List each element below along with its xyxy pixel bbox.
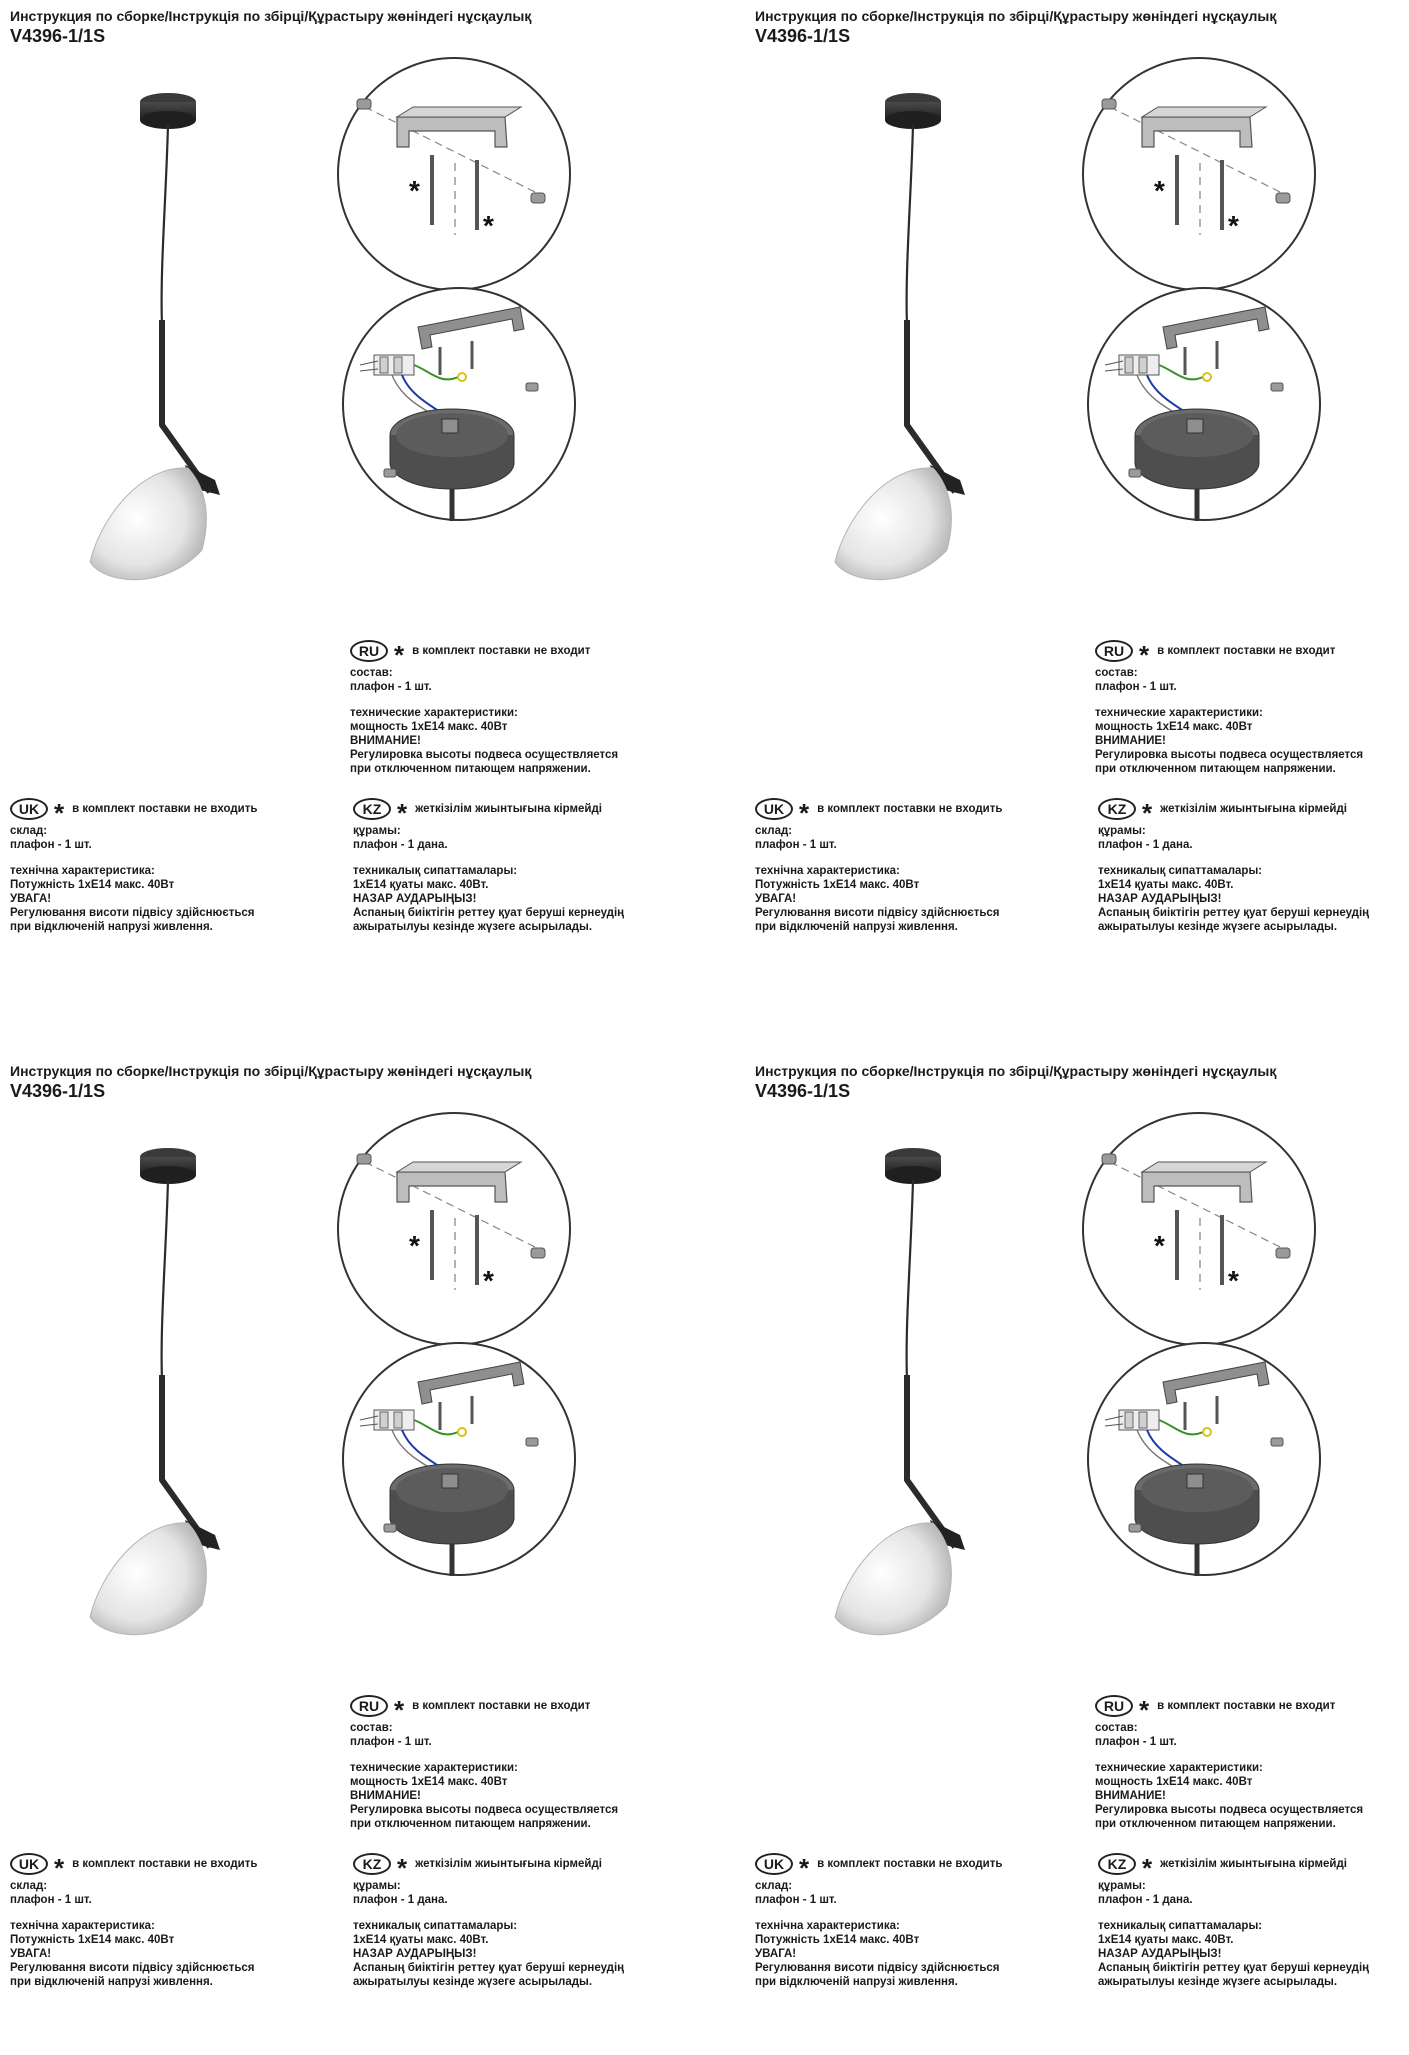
asterisk-icon: *: [799, 798, 810, 828]
wiring-connection-diagram: [340, 285, 578, 523]
uk-not-included-note: в комплект поставки не входить: [72, 1858, 258, 1870]
ru-line: плафон - 1 шт.: [1095, 681, 1177, 693]
asterisk-icon: *: [409, 1230, 420, 1261]
kz-line: Аспаның биіктігін реттеу қуат беруші кернеудің: [1098, 1962, 1370, 1974]
ru-line: плафон - 1 шт.: [350, 681, 432, 693]
instruction-sheet: [0, 1055, 700, 2055]
uk-line: склад:: [755, 825, 793, 837]
kz-line: Аспаның биіктігін реттеу қуат беруші кернеудің: [353, 907, 625, 919]
ru-line: ВНИМАНИЕ!: [350, 1790, 421, 1802]
sheet-header: [10, 8, 531, 47]
uk-line: УВАГА!: [10, 1948, 52, 1960]
glass-shade: [90, 468, 206, 580]
pendant-lamp-illustration: [70, 80, 260, 590]
asterisk-icon: *: [1154, 175, 1165, 206]
uk-line: при відключеній напрузі живлення.: [755, 1976, 958, 1988]
terminal-block: [374, 1410, 414, 1430]
kz-language-badge: KZ: [1098, 1853, 1136, 1875]
ru-line: технические характеристики:: [350, 1762, 518, 1774]
ru-line: при отключенном питающем напряжении.: [350, 1818, 591, 1830]
ru-line: при отключенном питающем напряжении.: [1095, 1818, 1336, 1830]
sheet-title: Инструкция по сборке/Інструкція по збірці/Құрастыру жөніндегі нұсқаулық: [10, 1063, 532, 1079]
ru-language-badge: RU: [350, 640, 388, 662]
uk-line: склад:: [10, 825, 48, 837]
suspension-cable: [162, 125, 168, 325]
kz-line: плафон - 1 дана.: [1098, 839, 1193, 851]
terminal-block: [1119, 355, 1159, 375]
asterisk-icon: *: [1154, 1230, 1165, 1261]
ru-language-badge: RU: [1095, 1695, 1133, 1717]
ru-line: мощность 1хE14 макс. 40Вт: [350, 1776, 508, 1788]
uk-line: Потужність 1хE14 макс. 40Вт: [755, 1934, 920, 1946]
asterisk-icon: *: [394, 640, 405, 670]
kz-line: техникалық сипаттамалары:: [353, 1920, 518, 1932]
uk-line: технічна характеристика:: [10, 865, 155, 877]
uk-line: Регулювання висоти підвісу здійснюється: [10, 907, 255, 919]
kz-line: плафон - 1 дана.: [353, 839, 448, 851]
ru-not-included-note: в комплект поставки не входит: [412, 645, 591, 657]
kz-not-included-note: жеткізілім жиынтығына кірмейді: [1160, 1858, 1347, 1870]
uk-line: плафон - 1 шт.: [10, 839, 92, 851]
asterisk-icon: *: [1139, 1695, 1150, 1725]
uk-line: технічна характеристика:: [755, 865, 900, 877]
uk-not-included-note: в комплект поставки не входить: [72, 803, 258, 815]
ru-line: мощность 1хE14 макс. 40Вт: [1095, 721, 1253, 733]
ru-line: мощность 1хE14 макс. 40Вт: [350, 721, 508, 733]
bracket-mounting-diagram: [1080, 1110, 1318, 1348]
ru-info-block: [350, 640, 618, 776]
screw-icon: [1276, 1248, 1290, 1258]
uk-line: технічна характеристика:: [755, 1920, 900, 1932]
uk-line: Потужність 1хE14 макс. 40Вт: [10, 1934, 175, 1946]
asterisk-icon: *: [397, 798, 408, 828]
ru-info-block: [350, 1695, 618, 1831]
instruction-sheet: [745, 1055, 1409, 2055]
uk-line: УВАГА!: [755, 1948, 797, 1960]
sheet-title: Инструкция по сборке/Інструкція по збірці/Құрастыру жөніндегі нұсқаулық: [10, 8, 532, 24]
kz-line: 1хE14 қуаты макс. 40Вт.: [353, 879, 489, 891]
ru-not-included-note: в комплект поставки не входит: [1157, 1700, 1336, 1712]
screw-icon: [1129, 469, 1141, 477]
asterisk-icon: *: [54, 798, 65, 828]
kz-not-included-note: жеткізілім жиынтығына кірмейді: [415, 1858, 602, 1870]
uk-line: склад:: [755, 1880, 793, 1892]
uk-info-block: [755, 1853, 1002, 1989]
uk-line: плафон - 1 шт.: [755, 839, 837, 851]
kz-line: құрамы:: [353, 825, 401, 837]
model-number: V4396-1/1S: [755, 1081, 851, 1101]
ru-line: плафон - 1 шт.: [350, 1736, 432, 1748]
ru-language-badge: RU: [1095, 640, 1133, 662]
kz-line: Аспаның биіктігін реттеу қуат беруші кернеудің: [353, 1962, 625, 1974]
kz-info-block: [353, 1853, 624, 1989]
sheet-title: Инструкция по сборке/Інструкція по збірці/Құрастыру жөніндегі нұсқаулық: [755, 1063, 1277, 1079]
instruction-sheet: [0, 0, 700, 1000]
ru-line: мощность 1хE14 макс. 40Вт: [1095, 1776, 1253, 1788]
kz-line: НАЗАР АУДАРЫҢЫЗ!: [353, 1948, 477, 1960]
uk-language-badge: UK: [755, 1853, 793, 1875]
suspension-cable: [907, 1180, 913, 1380]
screw-icon: [1102, 1154, 1116, 1164]
wiring-connection-diagram: [1085, 285, 1323, 523]
uk-language-badge: UK: [10, 798, 48, 820]
cable-clamp: [159, 1375, 165, 1389]
kz-line: 1хE14 қуаты макс. 40Вт.: [353, 1934, 489, 1946]
glass-shade: [835, 1523, 951, 1635]
ru-line: Регулировка высоты подвеса осуществляется: [1095, 1804, 1364, 1816]
uk-line: при відключеній напрузі живлення.: [755, 921, 958, 933]
terminal-block: [1119, 1410, 1159, 1430]
cable-clamp: [904, 320, 910, 334]
kz-line: құрамы:: [353, 1880, 401, 1892]
ru-line: технические характеристики:: [1095, 1762, 1263, 1774]
kz-language-badge: KZ: [1098, 798, 1136, 820]
kz-line: НАЗАР АУДАРЫҢЫЗ!: [1098, 1948, 1222, 1960]
ru-line: Регулировка высоты подвеса осуществляется: [1095, 749, 1364, 761]
ru-line: состав:: [350, 1722, 393, 1734]
kz-line: НАЗАР АУДАРЫҢЫЗ!: [353, 893, 477, 905]
kz-line: НАЗАР АУДАРЫҢЫЗ!: [1098, 893, 1222, 905]
model-number: V4396-1/1S: [10, 1081, 106, 1101]
screw-icon: [1102, 99, 1116, 109]
ru-line: при отключенном питающем напряжении.: [1095, 763, 1336, 775]
sheet-header: [755, 1063, 1276, 1102]
wiring-connection-diagram: [1085, 1340, 1323, 1578]
asterisk-icon: *: [1142, 798, 1153, 828]
uk-line: технічна характеристика:: [10, 1920, 155, 1932]
asterisk-icon: *: [483, 210, 494, 241]
screw-icon: [531, 1248, 545, 1258]
ru-line: при отключенном питающем напряжении.: [350, 763, 591, 775]
kz-info-block: [353, 798, 624, 934]
asterisk-icon: *: [394, 1695, 405, 1725]
screw-icon: [384, 1524, 396, 1532]
kz-not-included-note: жеткізілім жиынтығына кірмейді: [415, 803, 602, 815]
bracket-mounting-diagram: [335, 1110, 573, 1348]
uk-line: Потужність 1хE14 макс. 40Вт: [10, 879, 175, 891]
uk-not-included-note: в комплект поставки не входить: [817, 803, 1003, 815]
screw-icon: [1271, 1438, 1283, 1446]
uk-info-block: [755, 798, 1002, 934]
ru-info-block: [1095, 640, 1363, 776]
screw-icon: [357, 99, 371, 109]
uk-language-badge: UK: [10, 1853, 48, 1875]
uk-line: Потужність 1хE14 макс. 40Вт: [755, 879, 920, 891]
asterisk-icon: *: [799, 1853, 810, 1883]
sheet-header: [10, 1063, 531, 1102]
uk-info-block: [10, 798, 257, 934]
kz-line: құрамы:: [1098, 1880, 1146, 1892]
kz-line: техникалық сипаттамалары:: [1098, 865, 1263, 877]
kz-line: ажыратылуы кезінде жүзеге асырылады.: [1098, 1976, 1338, 1988]
kz-not-included-note: жеткізілім жиынтығына кірмейді: [1160, 803, 1347, 815]
ru-line: ВНИМАНИЕ!: [1095, 735, 1166, 747]
glass-shade: [835, 468, 951, 580]
sheet-header: [755, 8, 1276, 47]
ru-not-included-note: в комплект поставки не входит: [412, 1700, 591, 1712]
suspension-cable: [162, 1180, 168, 1380]
ru-line: состав:: [1095, 667, 1138, 679]
asterisk-icon: *: [483, 1265, 494, 1296]
uk-language-badge: UK: [755, 798, 793, 820]
kz-line: 1хE14 қуаты макс. 40Вт.: [1098, 879, 1234, 891]
uk-line: плафон - 1 шт.: [10, 1894, 92, 1906]
uk-line: УВАГА!: [10, 893, 52, 905]
glass-shade: [90, 1523, 206, 1635]
kz-line: ажыратылуы кезінде жүзеге асырылады.: [353, 921, 593, 933]
kz-line: Аспаның биіктігін реттеу қуат беруші кернеудің: [1098, 907, 1370, 919]
ru-line: ВНИМАНИЕ!: [1095, 1790, 1166, 1802]
ru-line: Регулировка высоты подвеса осуществляется: [350, 1804, 619, 1816]
pendant-lamp-illustration: [815, 1135, 1005, 1645]
cable-clamp: [904, 1375, 910, 1389]
uk-line: при відключеній напрузі живлення.: [10, 921, 213, 933]
uk-line: склад:: [10, 1880, 48, 1892]
screw-icon: [526, 1438, 538, 1446]
ru-not-included-note: в комплект поставки не входит: [1157, 645, 1336, 657]
asterisk-icon: *: [54, 1853, 65, 1883]
bracket-mounting-diagram: [1080, 55, 1318, 293]
ru-info-block: [1095, 1695, 1363, 1831]
screw-icon: [1276, 193, 1290, 203]
sheet-title: Инструкция по сборке/Інструкція по збірці/Құрастыру жөніндегі нұсқаулық: [755, 8, 1277, 24]
model-number: V4396-1/1S: [10, 26, 106, 46]
kz-line: құрамы:: [1098, 825, 1146, 837]
pendant-lamp-illustration: [815, 80, 1005, 590]
uk-line: при відключеній напрузі живлення.: [10, 1976, 213, 1988]
bracket-mounting-diagram: [335, 55, 573, 293]
pendant-lamp-illustration: [70, 1135, 260, 1645]
asterisk-icon: *: [1228, 210, 1239, 241]
ru-line: плафон - 1 шт.: [1095, 1736, 1177, 1748]
ru-line: состав:: [350, 667, 393, 679]
asterisk-icon: *: [1139, 640, 1150, 670]
terminal-block: [374, 355, 414, 375]
kz-language-badge: KZ: [353, 798, 391, 820]
suspension-cable: [907, 125, 913, 325]
kz-line: техникалық сипаттамалары:: [1098, 1920, 1263, 1932]
ru-language-badge: RU: [350, 1695, 388, 1717]
screw-icon: [384, 469, 396, 477]
ru-line: Регулировка высоты подвеса осуществляется: [350, 749, 619, 761]
uk-line: Регулювання висоти підвісу здійснюється: [755, 907, 1000, 919]
asterisk-icon: *: [409, 175, 420, 206]
kz-info-block: [1098, 798, 1369, 934]
asterisk-icon: *: [1228, 1265, 1239, 1296]
kz-language-badge: KZ: [353, 1853, 391, 1875]
cable-clamp: [159, 320, 165, 334]
uk-info-block: [10, 1853, 257, 1989]
uk-not-included-note: в комплект поставки не входить: [817, 1858, 1003, 1870]
ru-line: технические характеристики:: [350, 707, 518, 719]
kz-line: ажыратылуы кезінде жүзеге асырылады.: [353, 1976, 593, 1988]
kz-line: плафон - 1 дана.: [1098, 1894, 1193, 1906]
kz-line: плафон - 1 дана.: [353, 1894, 448, 1906]
instruction-sheet: [745, 0, 1409, 1000]
screw-icon: [1271, 383, 1283, 391]
uk-line: Регулювання висоти підвісу здійснюється: [755, 1962, 1000, 1974]
ru-line: технические характеристики:: [1095, 707, 1263, 719]
model-number: V4396-1/1S: [755, 26, 851, 46]
wiring-connection-diagram: [340, 1340, 578, 1578]
screw-icon: [1129, 1524, 1141, 1532]
asterisk-icon: *: [397, 1853, 408, 1883]
screw-icon: [526, 383, 538, 391]
uk-line: Регулювання висоти підвісу здійснюється: [10, 1962, 255, 1974]
uk-line: УВАГА!: [755, 893, 797, 905]
kz-line: ажыратылуы кезінде жүзеге асырылады.: [1098, 921, 1338, 933]
asterisk-icon: *: [1142, 1853, 1153, 1883]
kz-line: техникалық сипаттамалары:: [353, 865, 518, 877]
ru-line: ВНИМАНИЕ!: [350, 735, 421, 747]
screw-icon: [357, 1154, 371, 1164]
ru-line: состав:: [1095, 1722, 1138, 1734]
kz-line: 1хE14 қуаты макс. 40Вт.: [1098, 1934, 1234, 1946]
kz-info-block: [1098, 1853, 1369, 1989]
screw-icon: [531, 193, 545, 203]
uk-line: плафон - 1 шт.: [755, 1894, 837, 1906]
